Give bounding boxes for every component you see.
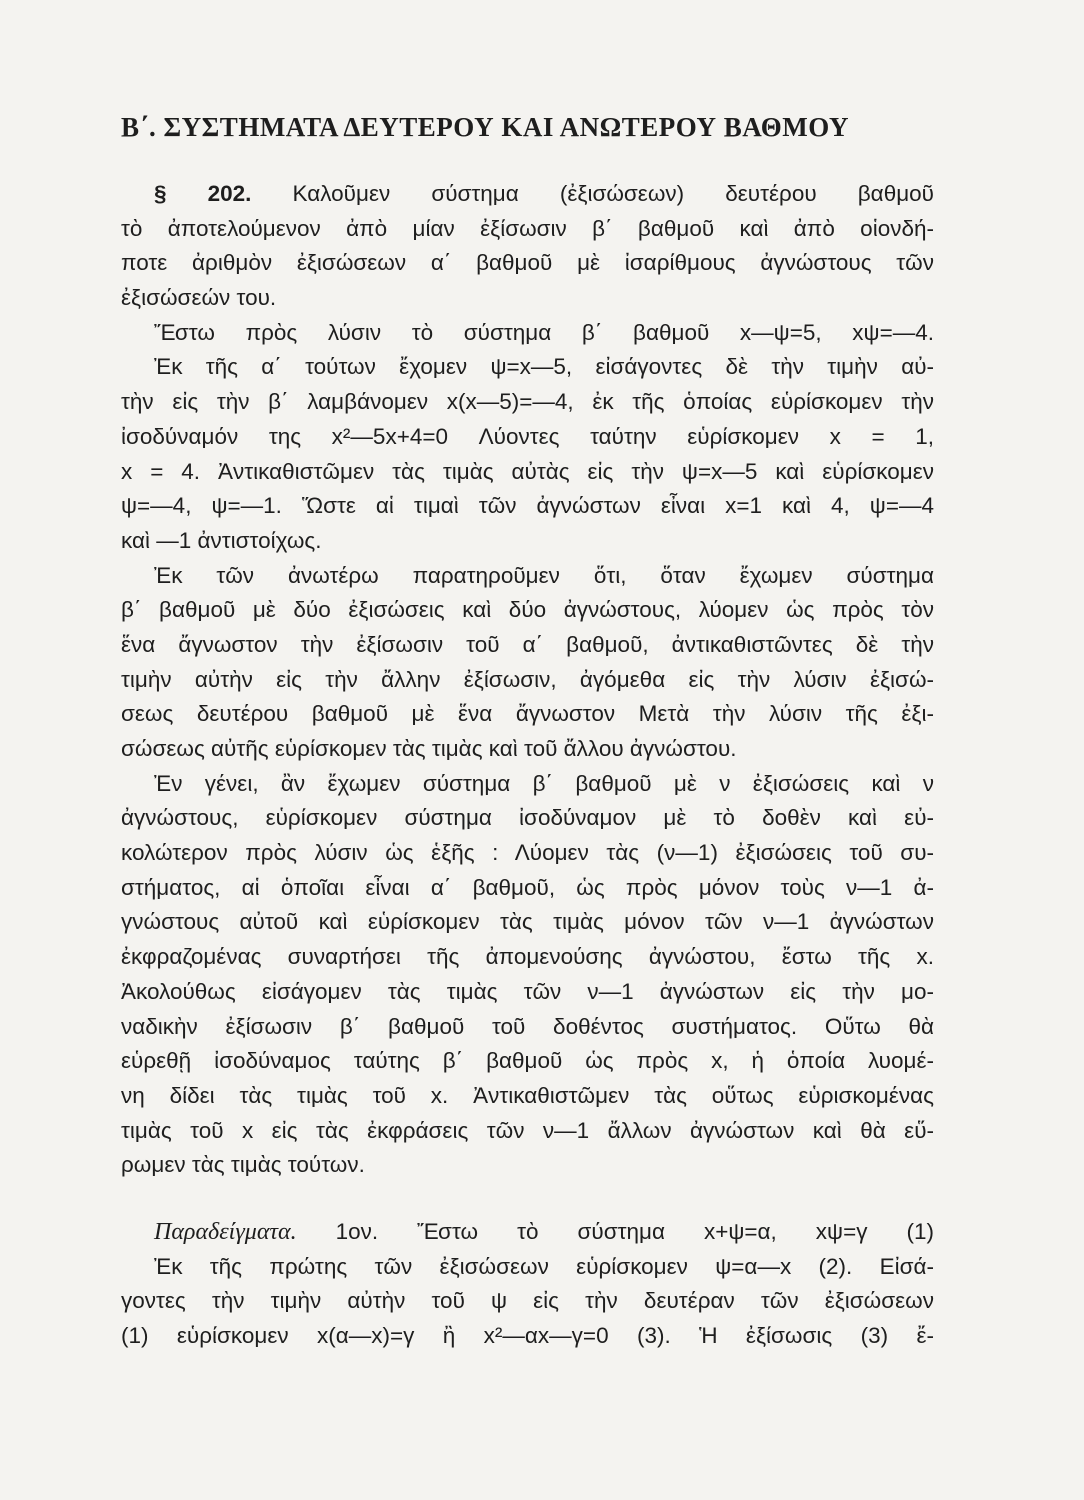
- text-line: ἀγνώστους, εὑρίσκομεν σύστημα ἰσοδύναμον μὲ τὸ δοθὲν καὶ εὐ-: [121, 805, 934, 831]
- text-line: καὶ —1 ἀντιστοίχως.: [121, 527, 322, 553]
- text-line: ἐκφραζομένας συναρτήσει τῆς ἀπομενούσης ἀγνώστου, ἔστω τῆς x.: [121, 944, 934, 970]
- text-line: [121, 177, 934, 212]
- text-line: ἰσοδύναμόν της x²—5x+4=0 Λύοντες ταύτην εὑρίσκομεν x = 1,: [121, 423, 934, 449]
- paragraph-gap: [121, 1183, 934, 1215]
- examples-label: Παραδείγματα.: [154, 1218, 297, 1245]
- text-line: Ἀκολούθως εἰσάγομεν τὰς τιμὰς τῶν ν—1 ἀγνώστων εἰς τὴν μο-: [121, 978, 934, 1004]
- text-line: ψ=—4, ψ=—1. Ὥστε αἱ τιμαὶ τῶν ἀγνώστων εἶναι x=1 καὶ 4, ψ=—4: [121, 493, 934, 519]
- text-line: ρωμεν τὰς τιμὰς τούτων.: [121, 1152, 365, 1178]
- text-line: τὴν εἰς τὴν β΄ λαμβάνομεν x(x—5)=—4, ἐκ τῆς ὁποίας εὑρίσκομεν τὴν: [121, 389, 934, 415]
- text-line: σώσεως αὐτῆς εὑρίσκομεν τὰς τιμὰς καὶ τοῦ ἄλλου ἀγνώστου.: [121, 736, 737, 761]
- text-line: x = 4. Ἀντικαθιστῶμεν τὰς τιμὰς αὐτὰς εἰς τὴν ψ=x—5 καὶ εὑρίσκομεν: [121, 458, 934, 484]
- text-line: [121, 1215, 934, 1250]
- chapter-heading: Β΄. ΣΥΣΤΗΜΑΤΑ ΔΕΥΤΕΡΟΥ ΚΑΙ ΑΝΩΤΕΡΟΥ ΒΑΘΜΟΥ: [121, 112, 849, 142]
- line-text: 1ον. Ἔστω τὸ σύστημα x+ψ=α, xψ=γ (1): [296, 1218, 934, 1244]
- text-line: Ἐκ τῶν ἀνωτέρω παρατηροῦμεν ὅτι, ὅταν ἔχωμεν σύστημα: [154, 562, 934, 588]
- text-line: ποτε ἀριθμὸν ἐξισώσεων α΄ βαθμοῦ μὲ ἰσαρίθμους ἀγνώστους τῶν: [121, 250, 934, 276]
- text-line: σεως δευτέρου βαθμοῦ μὲ ἕνα ἄγνωστον Μετὰ τὴν λύσιν τῆς ἐξι-: [121, 701, 934, 727]
- line-text: Καλοῦμεν σύστημα (ἐξισώσεων) δευτέρου βαθμοῦ: [251, 181, 934, 206]
- section-number: § 202.: [154, 181, 252, 206]
- text-line: Ἔστω πρὸς λύσιν τὸ σύστημα β΄ βαθμοῦ x—ψ=5, xψ=—4.: [154, 319, 934, 345]
- text-line: τιμὴν αὐτὴν εἰς τὴν ἄλλην ἐξίσωσιν, ἀγόμεθα εἰς τὴν λύσιν ἐξισώ-: [121, 666, 934, 692]
- text-line: στήματος, αἱ ὁποῖαι εἶναι α΄ βαθμοῦ, ὡς πρὸς μόνον τοὺς ν—1 ἀ-: [121, 874, 934, 900]
- text-line: Ἐκ τῆς πρώτης τῶν ἐξισώσεων εὑρίσκομεν ψ=α—x (2). Εἰσά-: [154, 1253, 934, 1279]
- text-line: εὑρεθῇ ἰσοδύναμος ταύτης β΄ βαθμοῦ ὡς πρὸς x, ἡ ὁποία λυομέ-: [121, 1048, 934, 1074]
- text-line: γνώστους αὐτοῦ καὶ εὑρίσκομεν τὰς τιμὰς μόνον τῶν ν—1 ἀγνώστων: [121, 909, 934, 935]
- text-line: ἕνα ἄγνωστον τὴν ἐξίσωσιν τοῦ α΄ βαθμοῦ, ἀντικαθιστῶντες δὲ τὴν: [121, 631, 934, 657]
- text-line: (1) εὑρίσκομεν x(α—x)=γ ἢ x²—αx—γ=0 (3). Ἡ ἐξίσωσις (3) ἔ-: [121, 1323, 934, 1348]
- text-line: τιμὰς τοῦ x εἰς τὰς ἐκφράσεις τῶν ν—1 ἄλλων ἀγνώστων καὶ θὰ εὕ-: [121, 1117, 934, 1143]
- text-line: γοντες τὴν τιμὴν αὐτὴν τοῦ ψ εἰς τὴν δευτέραν τῶν ἐξισώσεων: [121, 1288, 934, 1314]
- text-line: Ἐκ τῆς α΄ τούτων ἔχομεν ψ=x—5, εἰσάγοντες δὲ τὴν τιμὴν αὐ-: [154, 354, 934, 380]
- text-line: νη δίδει τὰς τιμὰς τοῦ x. Ἀντικαθιστῶμεν τὰς οὕτως εὑρισκομένας: [121, 1082, 934, 1108]
- text-line: κολώτερον πρὸς λύσιν ὡς ἑξῆς : Λύομεν τὰς (ν—1) ἐξισώσεις τοῦ συ-: [121, 840, 934, 866]
- text-line: Ἐν γένει, ἂν ἔχωμεν σύστημα β΄ βαθμοῦ μὲ ν ἐξισώσεις καὶ ν: [154, 770, 934, 796]
- text-line: ἐξισώσεών του.: [121, 285, 277, 311]
- text-line: ναδικὴν ἐξίσωσιν β΄ βαθμοῦ τοῦ δοθέντος συστήματος. Οὕτω θὰ: [121, 1013, 934, 1039]
- text-line: β΄ βαθμοῦ μὲ δύο ἐξισώσεις καὶ δύο ἀγνώστους, λύομεν ὡς πρὸς τὸν: [121, 597, 934, 623]
- text-line: τὸ ἀποτελούμενον ἀπὸ μίαν ἐξίσωσιν β΄ βαθμοῦ καὶ ἀπὸ οἱονδή-: [121, 215, 934, 241]
